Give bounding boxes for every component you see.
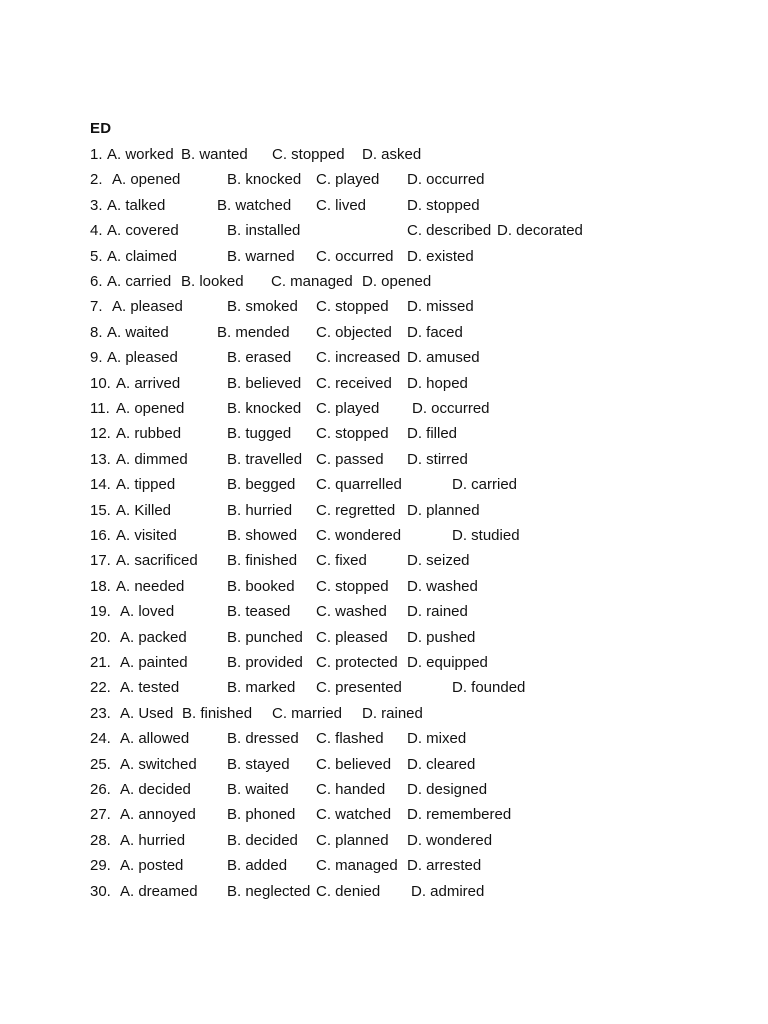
option-c: C. passed bbox=[316, 450, 384, 468]
option-d: D. wondered bbox=[407, 831, 493, 849]
option-b: B. finished bbox=[227, 552, 298, 570]
option-d: D. decorated bbox=[497, 222, 583, 240]
option-c: C. married bbox=[272, 704, 343, 722]
question-number: 14. bbox=[90, 476, 111, 494]
question-row bbox=[0, 781, 768, 803]
option-d: D. mixed bbox=[407, 730, 467, 748]
option-b: B. erased bbox=[227, 349, 292, 367]
option-c: C. handed bbox=[316, 781, 386, 798]
option-a: A. posted bbox=[120, 857, 184, 875]
question-number: 19. bbox=[90, 603, 111, 621]
option-b: B. warned bbox=[227, 247, 295, 265]
option-d: D. studied bbox=[452, 527, 520, 544]
question-row bbox=[0, 527, 768, 549]
option-a: A. covered bbox=[107, 222, 179, 240]
option-c: C. managed bbox=[271, 273, 353, 290]
option-d: D. seized bbox=[407, 552, 470, 570]
option-b: B. marked bbox=[227, 679, 296, 697]
question-number: 21. bbox=[90, 654, 111, 671]
option-a: A. painted bbox=[120, 654, 188, 671]
question-row bbox=[0, 248, 768, 270]
question-number: 15. bbox=[90, 501, 111, 519]
option-a: A. tipped bbox=[116, 476, 176, 494]
option-d: D. filled bbox=[407, 425, 458, 443]
question-number: 2. bbox=[90, 171, 103, 189]
option-c: C. pleased bbox=[316, 628, 388, 646]
question-row bbox=[0, 171, 768, 193]
option-b: B. provided bbox=[227, 654, 303, 671]
option-d: D. stirred bbox=[407, 450, 468, 468]
option-b: B. travelled bbox=[227, 450, 303, 468]
option-c: C. played bbox=[316, 400, 380, 417]
option-b: B. showed bbox=[227, 527, 298, 544]
option-b: B. added bbox=[227, 857, 288, 875]
option-c: C. fixed bbox=[316, 552, 367, 570]
option-c: C. stopped bbox=[316, 298, 389, 316]
option-d: D. asked bbox=[362, 146, 422, 163]
question-number: 23. bbox=[90, 704, 111, 722]
option-b: B. begged bbox=[227, 476, 296, 494]
option-a: A. needed bbox=[116, 577, 185, 595]
option-d: D. pushed bbox=[407, 628, 476, 646]
option-a: A. Killed bbox=[116, 501, 172, 519]
question-number: 3. bbox=[90, 196, 103, 214]
option-c: C. stopped bbox=[316, 577, 389, 595]
option-d: D. cleared bbox=[407, 755, 476, 773]
option-b: B. believed bbox=[227, 374, 302, 392]
option-d: D. founded bbox=[452, 679, 526, 697]
question-number: 18. bbox=[90, 577, 111, 595]
option-d: D. existed bbox=[407, 247, 474, 265]
option-c: C. planned bbox=[316, 831, 389, 849]
option-b: B. teased bbox=[227, 603, 291, 621]
question-number: 22. bbox=[90, 679, 111, 697]
option-c: C. received bbox=[316, 374, 392, 392]
option-d: D. equipped bbox=[407, 654, 488, 671]
option-b: B. booked bbox=[227, 577, 295, 595]
question-row bbox=[0, 806, 768, 828]
option-d: D. stopped bbox=[407, 196, 480, 214]
question-row bbox=[0, 298, 768, 320]
option-b: B. looked bbox=[181, 273, 244, 290]
page-title: ED bbox=[90, 120, 112, 137]
question-row bbox=[0, 197, 768, 219]
option-a: A. dimmed bbox=[116, 450, 188, 468]
option-c: C. protected bbox=[316, 654, 398, 671]
question-row bbox=[0, 578, 768, 600]
question-row bbox=[0, 654, 768, 676]
question-row bbox=[0, 756, 768, 778]
option-b: B. neglected bbox=[227, 882, 311, 900]
question-row bbox=[0, 476, 768, 498]
option-b: B. phoned bbox=[227, 806, 296, 824]
option-a: A. rubbed bbox=[116, 425, 182, 443]
option-c: C. wondered bbox=[316, 527, 402, 544]
option-d: D. occurred bbox=[407, 171, 485, 189]
question-row bbox=[0, 730, 768, 752]
question-number: 9. bbox=[90, 349, 103, 367]
option-a: A. pleased bbox=[107, 349, 178, 367]
option-c: C. quarrelled bbox=[316, 476, 402, 494]
option-a: A. talked bbox=[107, 196, 166, 214]
question-row bbox=[0, 857, 768, 879]
question-row bbox=[0, 222, 768, 244]
option-b: B. installed bbox=[227, 222, 301, 240]
question-row bbox=[0, 629, 768, 651]
question-number: 6. bbox=[90, 273, 103, 290]
question-row bbox=[0, 679, 768, 701]
option-d: D. carried bbox=[452, 476, 518, 494]
option-d: D. occurred bbox=[412, 400, 490, 417]
question-number: 29. bbox=[90, 857, 111, 875]
option-b: B. decided bbox=[227, 831, 298, 849]
option-d: D. opened bbox=[362, 273, 432, 290]
question-number: 4. bbox=[90, 222, 103, 240]
option-a: A. loved bbox=[120, 603, 175, 621]
option-a: A. claimed bbox=[107, 247, 178, 265]
question-number: 24. bbox=[90, 730, 111, 748]
option-c: C. objected bbox=[316, 323, 392, 341]
option-c: C. washed bbox=[316, 603, 387, 621]
question-row bbox=[0, 832, 768, 854]
question-row bbox=[0, 705, 768, 727]
option-a: A. waited bbox=[107, 323, 169, 341]
question-number: 27. bbox=[90, 806, 111, 824]
question-row bbox=[0, 146, 768, 168]
option-d: D. remembered bbox=[407, 806, 512, 824]
question-number: 7. bbox=[90, 298, 103, 316]
question-number: 26. bbox=[90, 781, 111, 798]
question-number: 16. bbox=[90, 527, 111, 544]
question-row bbox=[0, 425, 768, 447]
option-d: D. planned bbox=[407, 501, 480, 519]
option-a: A. sacrificed bbox=[116, 552, 198, 570]
option-a: A. arrived bbox=[116, 374, 181, 392]
option-a: A. annoyed bbox=[120, 806, 196, 824]
option-c: C. regretted bbox=[316, 501, 396, 519]
question-row bbox=[0, 552, 768, 574]
option-a: A. visited bbox=[116, 527, 177, 544]
question-row bbox=[0, 603, 768, 625]
option-c: C. believed bbox=[316, 755, 392, 773]
question-number: 10. bbox=[90, 374, 111, 392]
question-row bbox=[0, 400, 768, 422]
option-a: A. allowed bbox=[120, 730, 190, 748]
option-b: B. finished bbox=[182, 704, 253, 722]
option-c: C. occurred bbox=[316, 247, 394, 265]
option-c: C. increased bbox=[316, 349, 401, 367]
question-row bbox=[0, 273, 768, 295]
option-d: D. admired bbox=[411, 882, 485, 900]
question-row bbox=[0, 883, 768, 905]
question-number: 28. bbox=[90, 831, 111, 849]
option-a: A. tested bbox=[120, 679, 180, 697]
option-b: B. knocked bbox=[227, 400, 302, 417]
question-number: 17. bbox=[90, 552, 111, 570]
option-b: B. watched bbox=[217, 196, 292, 214]
option-d: D. arrested bbox=[407, 857, 482, 875]
option-a: A. dreamed bbox=[120, 882, 198, 900]
option-d: D. washed bbox=[407, 577, 478, 595]
question-number: 30. bbox=[90, 882, 111, 900]
option-c: C. played bbox=[316, 171, 380, 189]
option-c: C. denied bbox=[316, 882, 381, 900]
option-a: A. pleased bbox=[112, 298, 183, 316]
option-a: A. packed bbox=[120, 628, 187, 646]
question-row bbox=[0, 324, 768, 346]
option-d: D. rained bbox=[362, 704, 423, 722]
option-b: B. punched bbox=[227, 628, 303, 646]
question-row bbox=[0, 451, 768, 473]
question-number: 12. bbox=[90, 425, 111, 443]
option-b: B. wanted bbox=[181, 146, 248, 163]
option-b: B. stayed bbox=[227, 755, 290, 773]
option-d: D. rained bbox=[407, 603, 468, 621]
option-a: A. carried bbox=[107, 273, 172, 290]
option-a: A. decided bbox=[120, 781, 191, 798]
option-d: D. faced bbox=[407, 323, 463, 341]
option-c: C. stopped bbox=[316, 425, 389, 443]
question-number: 8. bbox=[90, 323, 103, 341]
question-number: 25. bbox=[90, 755, 111, 773]
option-c: C. presented bbox=[316, 679, 402, 697]
option-d: D. missed bbox=[407, 298, 474, 316]
option-d: D. amused bbox=[407, 349, 480, 367]
question-number: 20. bbox=[90, 628, 111, 646]
option-a: A. switched bbox=[120, 755, 197, 773]
option-a: A. Used bbox=[120, 704, 174, 722]
option-b: B. tugged bbox=[227, 425, 292, 443]
option-c: C. stopped bbox=[272, 146, 345, 163]
option-b: B. hurried bbox=[227, 501, 293, 519]
option-c: C. flashed bbox=[316, 730, 384, 748]
option-a: A. hurried bbox=[120, 831, 186, 849]
question-row bbox=[0, 349, 768, 371]
question-row bbox=[0, 375, 768, 397]
option-d: D. designed bbox=[407, 781, 488, 798]
option-b: B. smoked bbox=[227, 298, 298, 316]
option-a: A. worked bbox=[107, 146, 174, 163]
question-number: 11. bbox=[90, 400, 110, 417]
option-b: B. dressed bbox=[227, 730, 299, 748]
option-c: C. lived bbox=[316, 196, 367, 214]
question-number: 1. bbox=[90, 146, 103, 163]
option-b: B. waited bbox=[227, 781, 289, 798]
question-number: 13. bbox=[90, 450, 111, 468]
option-b: B. mended bbox=[217, 323, 290, 341]
question-number: 5. bbox=[90, 247, 103, 265]
option-c: C. described bbox=[407, 222, 492, 240]
option-a: A. opened bbox=[112, 171, 181, 189]
option-c: C. watched bbox=[316, 806, 392, 824]
option-d: D. hoped bbox=[407, 374, 468, 392]
option-c: C. managed bbox=[316, 857, 398, 875]
option-b: B. knocked bbox=[227, 171, 302, 189]
question-row bbox=[0, 502, 768, 524]
option-a: A. opened bbox=[116, 400, 185, 417]
